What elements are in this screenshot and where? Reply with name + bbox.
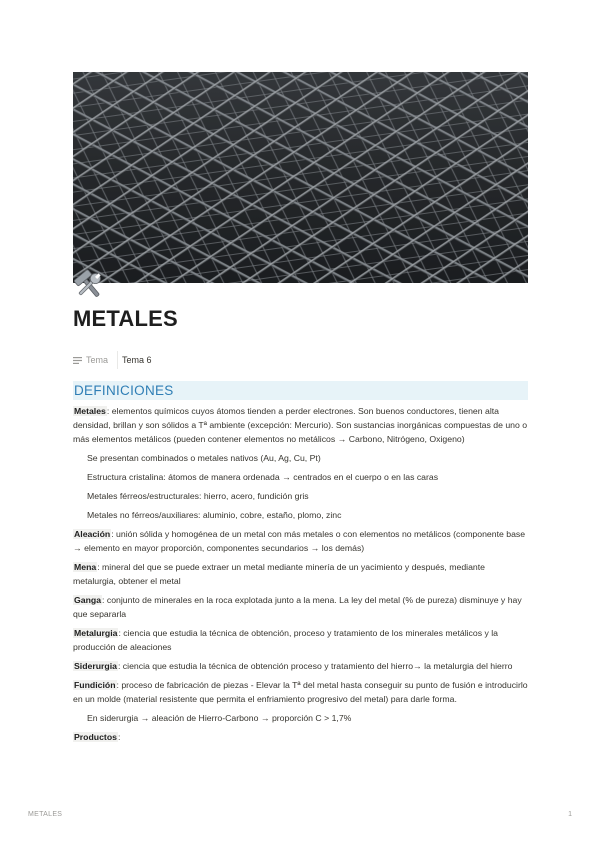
- definition-paragraph: [73, 626, 528, 654]
- paragraph-text: : elementos químicos cuyos átomos tienden a perder electrones. Son buenos conductores, tienen alta densidad, brillan y son sólidos a Tª ambiente (excepción: Mercurio). Son sustancias inorgánicas compuestas de uno o más elementos metálicos (pueden contener elementos no metálicos → Carbono, Nitrógeno, Oxigeno): [73, 406, 528, 444]
- paragraph-text: Metales no férreos/auxiliares: aluminio, cobre, estaño, plomo, zinc: [87, 510, 342, 520]
- paragraph-text: : proceso de fabricación de piezas - Elevar la Tª del metal hasta conseguir su punto de fusión e introducirlo en un molde (material resistente que permita el enfriamiento progresivo del metal) para darle forma.: [73, 680, 528, 704]
- definition-term: Aleación: [74, 529, 111, 539]
- indented-paragraph: [73, 451, 528, 465]
- definition-paragraph: [73, 730, 528, 744]
- definition-paragraph: [73, 527, 528, 555]
- paragraph-text: En siderurgia → aleación de Hierro-Carbono → proporción C > 1,7%: [87, 713, 352, 723]
- paragraph-text: Estructura cristalina: átomos de manera ordenada → centrados en el cuerpo o en las caras: [87, 472, 439, 482]
- definition-term: Metales: [74, 406, 106, 416]
- paragraph-text: :: [117, 732, 121, 742]
- paragraph-text: : conjunto de minerales en la roca explotada junto a la mena. La ley del metal (% de pureza) disminuye y hay que separarla: [73, 595, 522, 619]
- definition-term: Ganga: [74, 595, 102, 605]
- property-value[interactable]: Tema 6: [122, 355, 152, 365]
- cover-image: [73, 72, 528, 283]
- indented-paragraph: [73, 711, 528, 725]
- definition-paragraph: [73, 659, 528, 673]
- definition-term: Fundición: [74, 680, 116, 690]
- property-divider: [117, 351, 118, 369]
- hammer-wrench-icon[interactable]: [72, 268, 106, 302]
- paragraph-text: : mineral del que se puede extraer un metal mediante minería de un yacimiento y después, mediante metalurgia, obtener el metal: [73, 562, 486, 586]
- paragraph-text: : ciencia que estudia la técnica de obtención proceso y tratamiento del hierro→ la metalurgia del hierro: [117, 661, 513, 671]
- property-row-tema[interactable]: [73, 350, 152, 370]
- paragraph-text: Metales férreos/estructurales: hierro, acero, fundición gris: [87, 491, 309, 501]
- paragraph-list: [73, 404, 528, 744]
- page-title: METALES: [73, 306, 178, 331]
- paragraph-text: : unión sólida y homogénea de un metal con más metales o con elementos no metálicos (componente base → elemento en mayor proporción, componentes secundarios → los demás): [73, 529, 526, 553]
- definition-paragraph: [73, 560, 528, 588]
- text-lines-icon: [73, 357, 82, 364]
- definition-paragraph: [73, 404, 528, 446]
- definition-paragraph: [73, 678, 528, 706]
- definition-term: Siderurgia: [74, 661, 117, 671]
- indented-paragraph: [73, 508, 528, 522]
- page-content: [73, 381, 528, 749]
- indented-paragraph: [73, 470, 528, 484]
- paragraph-text: : ciencia que estudia la técnica de obtención, proceso y tratamiento de los minerales metálicos y la producción de aleaciones: [73, 628, 499, 652]
- rebar-mesh-graphic: [73, 72, 528, 283]
- definition-term: Mena: [74, 562, 97, 572]
- property-name: Tema: [73, 355, 117, 365]
- section-heading: DEFINICIONES: [73, 381, 528, 400]
- footer-title: METALES: [28, 811, 63, 818]
- paragraph-text: Se presentan combinados o metales nativos (Au, Ag, Cu, Pt): [87, 453, 321, 463]
- footer-page-number: 1: [568, 811, 572, 818]
- definition-paragraph: [73, 593, 528, 621]
- definition-term: Productos: [74, 732, 117, 742]
- indented-paragraph: [73, 489, 528, 503]
- definition-term: Metalurgia: [74, 628, 118, 638]
